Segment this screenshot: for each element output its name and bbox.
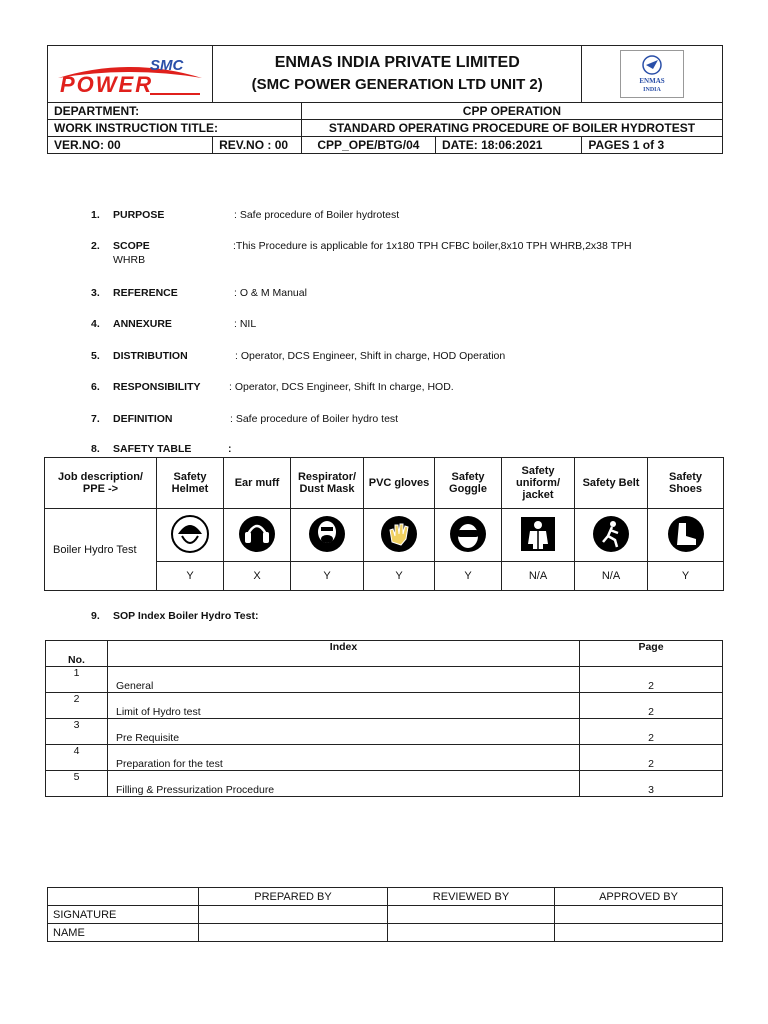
item-value: : O & M Manual xyxy=(234,287,307,299)
item-responsibility xyxy=(91,381,454,393)
company-title-cell xyxy=(213,46,582,103)
item-number: 8. xyxy=(91,443,100,455)
row-no: 4 xyxy=(46,745,108,771)
item-label: ANNEXURE xyxy=(113,318,172,330)
ver-no: VER.NO: 00 xyxy=(48,137,213,154)
item-label: RESPONSIBILITY xyxy=(113,381,201,393)
svg-text:ENMAS: ENMAS xyxy=(639,77,665,85)
ppe-header: Safety Belt xyxy=(575,458,648,509)
prepared-by-header: PREPARED BY xyxy=(199,888,388,906)
item-value: : Safe procedure of Boiler hydro test xyxy=(230,413,399,425)
row-no: 2 xyxy=(46,693,108,719)
page-count: PAGES 1 of 3 xyxy=(582,137,723,154)
table-row xyxy=(46,693,723,719)
row-index: Filling & Pressurization Procedure xyxy=(108,771,580,797)
enmas-logo-cell xyxy=(582,46,723,103)
ppe-value: N/A xyxy=(575,562,648,591)
row-index: Preparation for the test xyxy=(108,745,580,771)
item-value: :This Procedure is applicable for 1x180 TPH CFBC boiler,8x10 TPH WHRB,2x38 TPH xyxy=(233,240,632,252)
company-name: ENMAS INDIA PRIVATE LIMITED xyxy=(274,54,520,71)
row-no: 5 xyxy=(46,771,108,797)
smc-power-logo-graphic xyxy=(50,48,210,100)
unit-name: (SMC POWER GENERATION LTD UNIT 2) xyxy=(251,76,543,93)
item-number: 5. xyxy=(91,350,100,362)
col-page-header: Page xyxy=(580,641,723,667)
ppe-value: Y xyxy=(435,562,502,591)
ppe-value: Y xyxy=(291,562,364,591)
ppe-value: Y xyxy=(648,562,724,591)
svg-text:INDIA: INDIA xyxy=(643,87,661,93)
approved-name-field xyxy=(555,924,723,942)
reviewed-by-header: REVIEWED BY xyxy=(388,888,555,906)
row-index: Pre Requisite xyxy=(108,719,580,745)
smc-logo-cell xyxy=(48,46,213,103)
row-page: 2 xyxy=(580,693,723,719)
item-label: REFERENCE xyxy=(113,287,178,299)
item-scope xyxy=(91,240,632,266)
gloves-icon xyxy=(379,514,419,554)
item-label: SCOPE xyxy=(113,240,150,252)
item-number: 7. xyxy=(91,413,100,425)
shoes-icon xyxy=(666,514,706,554)
respirator-icon xyxy=(307,514,347,554)
enmas-logo-graphic xyxy=(622,51,682,95)
row-page: 2 xyxy=(580,667,723,693)
item-reference xyxy=(91,287,307,299)
title-label: WORK INSTRUCTION TITLE: xyxy=(48,120,302,137)
ppe-value: X xyxy=(224,562,291,591)
item-safety-table xyxy=(91,443,232,455)
ppe-header: Safety uniform/ jacket xyxy=(502,458,575,509)
goggle-icon xyxy=(448,514,488,554)
ppe-value: N/A xyxy=(502,562,575,591)
ppe-column-header: Job description/ PPE -> xyxy=(45,458,157,509)
job-description: Boiler Hydro Test xyxy=(45,509,157,591)
ppe-icon-cell xyxy=(502,509,575,562)
item-label: SOP Index Boiler Hydro Test: xyxy=(113,610,259,622)
approved-signature-field xyxy=(555,906,723,924)
item-number: 1. xyxy=(91,209,100,221)
ppe-value: Y xyxy=(157,562,224,591)
item-distribution xyxy=(91,350,506,362)
helmet-icon xyxy=(170,514,210,554)
row-index: Limit of Hydro test xyxy=(108,693,580,719)
table-row xyxy=(46,667,723,693)
ear-muff-icon xyxy=(237,514,277,554)
prepared-signature-field xyxy=(199,906,388,924)
item-label: DISTRIBUTION xyxy=(113,350,188,362)
item-value: : Safe procedure of Boiler hydrotest xyxy=(234,209,400,221)
item-number: 3. xyxy=(91,287,100,299)
doc-date: DATE: 18:06:2021 xyxy=(435,137,581,154)
ppe-header: Safety Shoes xyxy=(648,458,724,509)
item-annexure xyxy=(91,318,257,330)
ppe-icon-cell xyxy=(435,509,502,562)
department-label: DEPARTMENT: xyxy=(48,103,302,120)
item-number: 2. xyxy=(91,240,100,252)
safety-table xyxy=(44,457,724,591)
sop-index-heading xyxy=(91,610,258,622)
reviewed-name-field xyxy=(388,924,555,942)
reviewed-signature-field xyxy=(388,906,555,924)
item-purpose xyxy=(91,209,400,221)
sop-index-table xyxy=(45,640,723,797)
table-row xyxy=(46,745,723,771)
svg-text:SMC: SMC xyxy=(150,57,184,74)
enmas-logo xyxy=(620,50,684,98)
item-number: 4. xyxy=(91,318,100,330)
signature-label: SIGNATURE xyxy=(48,906,199,924)
ppe-icon-cell xyxy=(364,509,435,562)
row-index: General xyxy=(108,667,580,693)
department-value: CPP OPERATION xyxy=(301,103,722,120)
row-page: 3 xyxy=(580,771,723,797)
item-value: : Operator, DCS Engineer, Shift in charge, HOD Operation xyxy=(235,350,506,362)
approval-table xyxy=(47,887,723,942)
ppe-icon-cell xyxy=(157,509,224,562)
item-label: DEFINITION xyxy=(113,413,173,425)
prepared-name-field xyxy=(199,924,388,942)
table-row xyxy=(46,719,723,745)
ppe-header: PVC gloves xyxy=(364,458,435,509)
item-value: : NIL xyxy=(234,318,257,330)
doc-code: CPP_OPE/BTG/04 xyxy=(301,137,435,154)
name-label: NAME xyxy=(48,924,199,942)
item-value: : Operator, DCS Engineer, Shift In charge, HOD. xyxy=(229,381,454,393)
ppe-header: Safety Goggle xyxy=(435,458,502,509)
title-value: STANDARD OPERATING PROCEDURE OF BOILER HYDROTEST xyxy=(301,120,722,137)
ppe-icon-cell xyxy=(291,509,364,562)
item-value-continued: WHRB xyxy=(113,254,146,266)
ppe-header: Safety Helmet xyxy=(157,458,224,509)
ppe-icon-cell xyxy=(648,509,724,562)
item-definition xyxy=(91,413,399,425)
item-number: 9. xyxy=(91,610,100,622)
ppe-value: Y xyxy=(364,562,435,591)
row-page: 2 xyxy=(580,719,723,745)
row-no: 3 xyxy=(46,719,108,745)
item-label: PURPOSE xyxy=(113,209,165,221)
document-header xyxy=(47,45,723,154)
svg-text:POWER: POWER xyxy=(60,72,154,97)
ppe-icon-cell xyxy=(575,509,648,562)
approval-blank-cell xyxy=(48,888,199,906)
ppe-header: Respirator/ Dust Mask xyxy=(291,458,364,509)
row-page: 2 xyxy=(580,745,723,771)
ppe-header: Ear muff xyxy=(224,458,291,509)
uniform-icon xyxy=(518,514,558,554)
col-no-header: No. xyxy=(46,641,108,667)
row-no: 1 xyxy=(46,667,108,693)
safety-belt-icon xyxy=(591,514,631,554)
item-label: SAFETY TABLE xyxy=(113,443,192,455)
table-row xyxy=(46,771,723,797)
col-index-header: Index xyxy=(108,641,580,667)
ppe-icon-cell xyxy=(224,509,291,562)
item-number: 6. xyxy=(91,381,100,393)
smc-power-logo xyxy=(50,48,210,100)
item-value: : xyxy=(228,443,232,455)
rev-no: REV.NO : 00 xyxy=(213,137,302,154)
approved-by-header: APPROVED BY xyxy=(555,888,723,906)
